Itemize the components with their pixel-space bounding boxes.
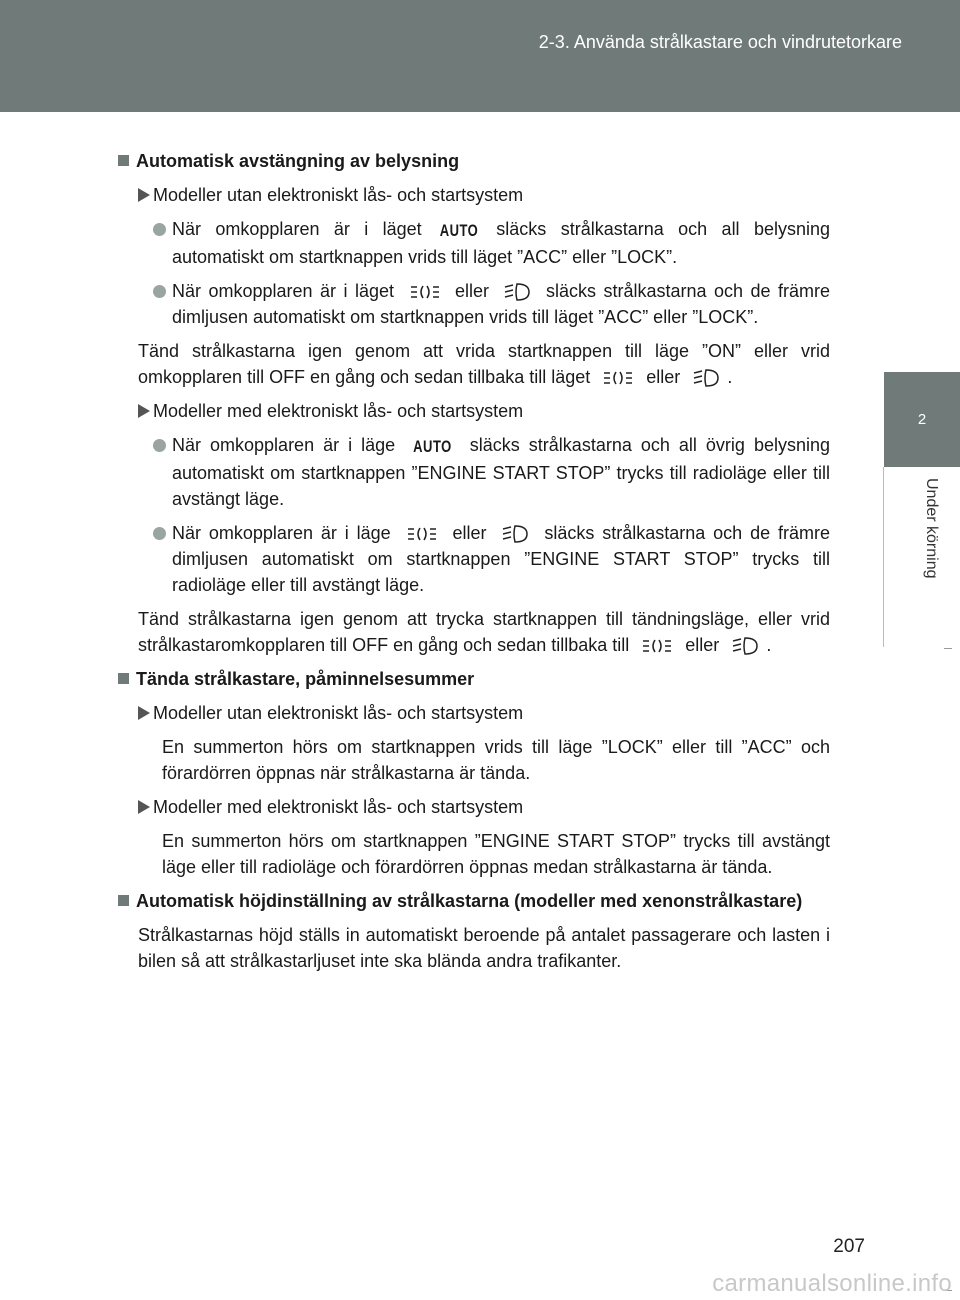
section-heading: Automatisk avstängning av belysning: [118, 148, 830, 174]
square-bullet-icon: [118, 155, 129, 166]
page-content: [118, 148, 830, 974]
model-variant: Modeller utan elektroniskt lås- och startsystem: [138, 700, 830, 726]
list-item: När omkopplaren är i läge AUTO släcks strålkastarna och all övrig belysning automatiskt om startknappen ”ENGINE START STOP” trycks till radioläge eller till avstängt läge.: [153, 432, 830, 512]
paragraph: Tänd strålkastarna igen genom att vrida startknappen till läge ”ON” eller vrid omkopplaren till OFF en gång och sedan tillbaka till läget eller .: [138, 341, 830, 387]
watermark: carmanualsonline.info: [712, 1270, 952, 1297]
square-bullet-icon: [118, 673, 129, 684]
section-header-title: 2-3. Använda strålkastare och vindrutetorkare: [538, 32, 902, 52]
section-heading: Tända strålkastare, påminnelsesummer: [118, 666, 830, 692]
auto-mode-icon: AUTO: [413, 437, 452, 456]
dot-bullet-icon: [153, 223, 166, 236]
headlight-icon: [502, 524, 528, 544]
section-heading: Automatisk höjdinställning av strålkastarna (modeller med xenonstrålkastare): [118, 888, 830, 914]
paragraph: En summerton hörs om startknappen ”ENGINE START STOP” trycks till avstängt läge eller till radioläge och förardörren öppnas medan strålkastarna är tända.: [162, 831, 830, 877]
dot-bullet-icon: [153, 285, 166, 298]
headlight-icon: [693, 368, 719, 388]
parking-lights-icon: [407, 525, 437, 543]
margin-tick: [944, 648, 952, 649]
parking-lights-icon: [642, 637, 672, 655]
chapter-label: Under körning: [923, 478, 940, 579]
parking-lights-icon: [603, 369, 633, 387]
triangle-arrow-icon: [138, 706, 150, 720]
dot-bullet-icon: [153, 527, 166, 540]
triangle-arrow-icon: [138, 404, 150, 418]
triangle-arrow-icon: [138, 800, 150, 814]
triangle-arrow-icon: [138, 188, 150, 202]
paragraph: Strålkastarnas höjd ställs in automatiskt beroende på antalet passagerare och lasten i bilen så att strålkastarljuset inte ska blända andra trafikanter.: [138, 925, 830, 971]
header-band: [0, 0, 960, 112]
page-number: 207: [833, 1236, 865, 1257]
dot-bullet-icon: [153, 439, 166, 452]
model-variant: Modeller med elektroniskt lås- och startsystem: [138, 398, 830, 424]
chapter-tab: 2: [884, 372, 960, 467]
parking-lights-icon: [410, 283, 440, 301]
auto-mode-icon: AUTO: [439, 221, 479, 240]
headlight-icon: [732, 636, 758, 656]
model-variant: Modeller utan elektroniskt lås- och startsystem: [138, 182, 830, 208]
paragraph: Tänd strålkastarna igen genom att trycka startknappen till tändningsläge, eller vrid strålkastaromkopplaren till OFF en gång och sedan tillbaka till eller .: [138, 609, 830, 655]
paragraph: En summerton hörs om startknappen vrids till läge ”LOCK” eller till ”ACC” och förardörren öppnas när strålkastarna är tända.: [162, 737, 830, 783]
chapter-divider: [883, 467, 884, 647]
model-variant: Modeller med elektroniskt lås- och startsystem: [138, 794, 830, 820]
headlight-icon: [504, 282, 530, 302]
list-item: När omkopplaren är i läge eller släcks strålkastarna och de främre dimljusen automatiskt om startknappen ”ENGINE START STOP” trycks till radioläge eller till avstängt läge.: [153, 520, 830, 598]
list-item: När omkopplaren är i läget eller släcks strålkastarna och de främre dimljusen automatiskt om startknappen vrids till läget ”ACC” eller ”LOCK”.: [153, 278, 830, 330]
square-bullet-icon: [118, 895, 129, 906]
list-item: När omkopplaren är i läget AUTO släcks strålkastarna och all belysning automatiskt om startknappen vrids till läget ”ACC” eller ”LOCK”.: [153, 216, 830, 270]
